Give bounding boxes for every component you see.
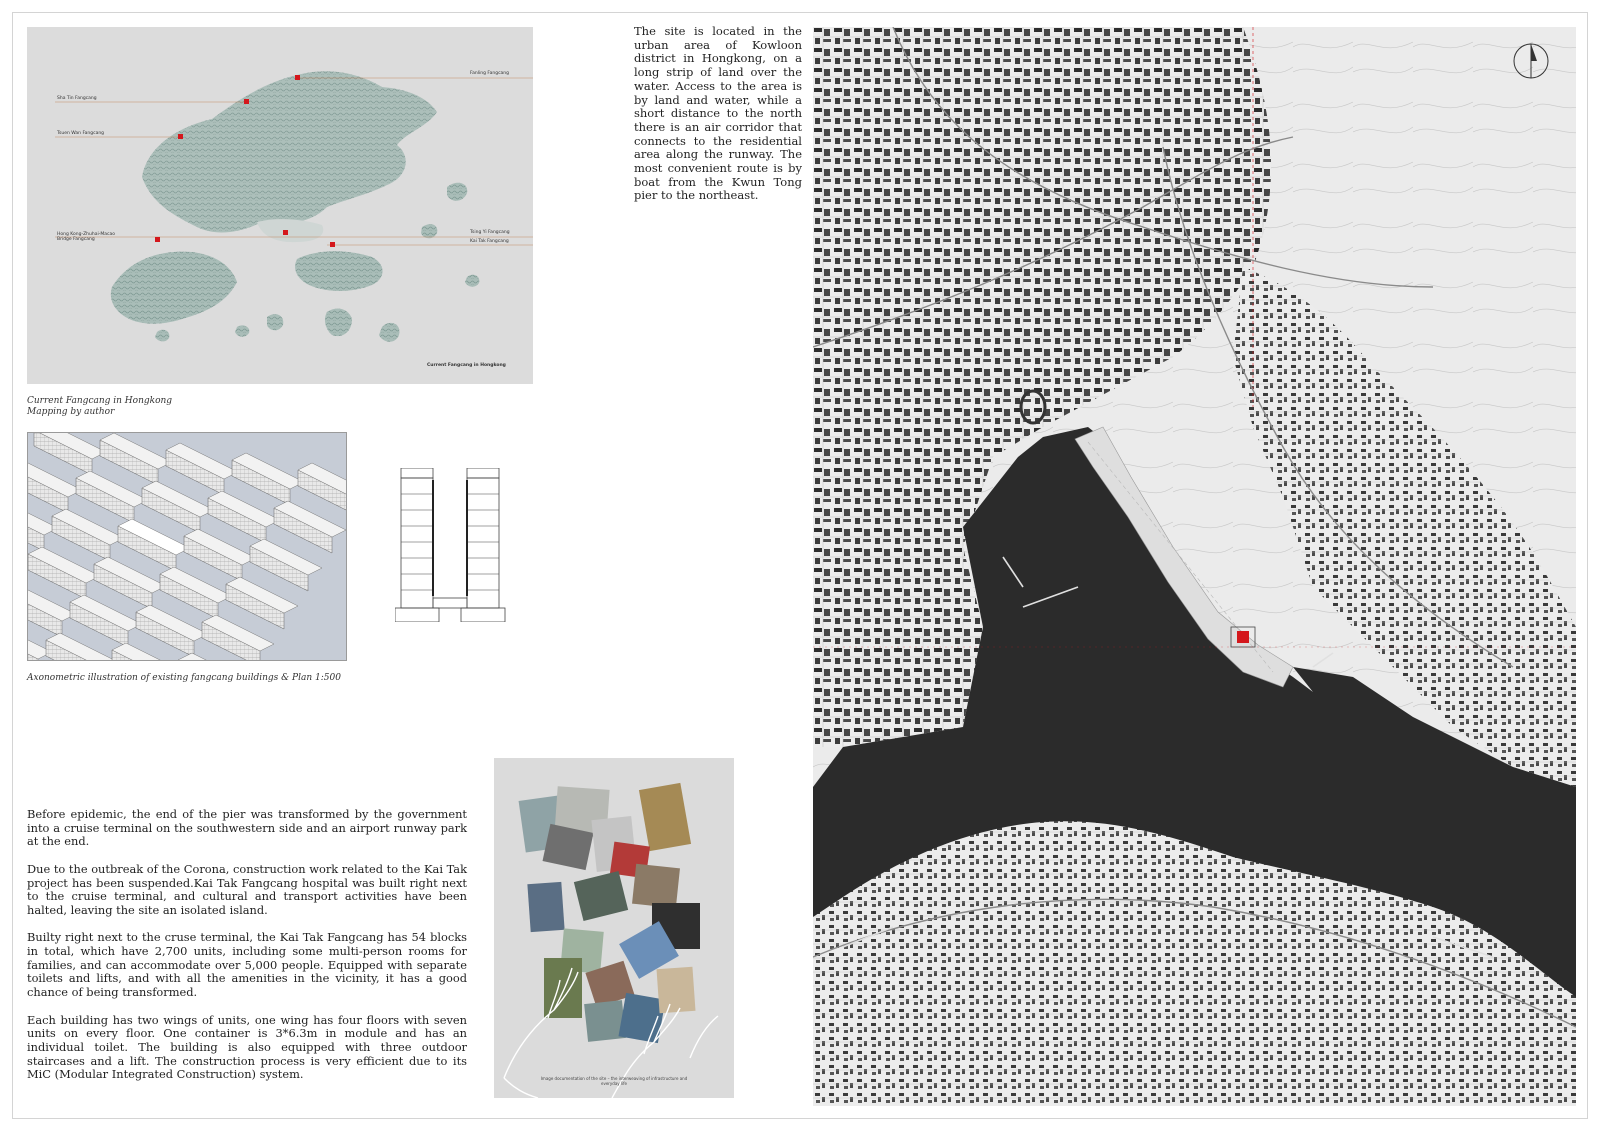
axo-building bbox=[298, 463, 347, 515]
hongkong-fangcang-map bbox=[27, 27, 533, 384]
paragraph-units: Each building has two wings of units, one wing has four floors with seven units on every floor. One container is 3*6.3m in module and has an individual toilet. The building is also equipped with three outdoor staircases and a lift. The construction process is very efficient due to its MiC (Modular Integrated Construction) system. bbox=[27, 1012, 467, 1082]
axo-building bbox=[76, 471, 148, 523]
floor-plan-drawing bbox=[395, 468, 510, 622]
axo-building bbox=[166, 443, 238, 495]
axo-building bbox=[34, 433, 106, 475]
label-sha-tin: Sha Tin Fangcang bbox=[57, 96, 97, 101]
axo-building bbox=[274, 501, 346, 553]
paragraph-blocks: Builty right next to the cruse terminal, the Kai Tak Fangcang has 54 blocks in total, which have 2,700 units, including some multi-person rooms for families, and can accommodate over 5,000 people. Equipped with separate toilets and lifts, and with all the amenities in the vicinity, it has a good chance of being transformed. bbox=[27, 930, 467, 1000]
axo-building bbox=[160, 567, 232, 619]
map-caption-line1: Current Fangcang in Hongkong bbox=[27, 396, 173, 406]
collage-drawing bbox=[494, 758, 734, 1098]
label-tsing-yi: Tsing Yi Fangcang bbox=[470, 230, 510, 235]
axo-building bbox=[28, 585, 76, 637]
axo-building bbox=[250, 539, 322, 591]
collage-photos bbox=[519, 783, 700, 1043]
map-caption-line2: Mapping by author bbox=[27, 407, 115, 418]
label-kai-tak: Kai Tak Fangcang bbox=[470, 239, 509, 244]
axonometric-illustration bbox=[27, 432, 347, 661]
map-caption bbox=[27, 396, 172, 419]
axo-building bbox=[46, 633, 118, 661]
axo-building bbox=[142, 481, 214, 533]
photo-collage bbox=[494, 758, 734, 1098]
axo-building bbox=[28, 461, 82, 513]
axo-building bbox=[28, 547, 100, 599]
label-tsuen-wan: Tsuen Wan Fangcang bbox=[57, 131, 105, 136]
site-map-drawing bbox=[813, 27, 1576, 1106]
paragraph-pier: Before epidemic, the end of the pier was transformed by the government into a cruise terminal on the southwestern side and an airport runway park at the end. bbox=[27, 807, 467, 849]
axo-building bbox=[136, 605, 208, 657]
body-text bbox=[27, 808, 467, 1096]
axo-building bbox=[118, 519, 190, 571]
label-fanling: Fanling Fangcang bbox=[470, 71, 510, 76]
axo-building bbox=[100, 433, 172, 485]
axo-building bbox=[94, 557, 166, 609]
axo-building bbox=[202, 615, 274, 661]
hongkong-terrain-drawing bbox=[27, 27, 533, 384]
axo-building bbox=[52, 509, 124, 561]
kai-tak-site-map bbox=[813, 27, 1576, 1106]
axo-building bbox=[208, 491, 280, 543]
axo-building bbox=[226, 577, 298, 629]
axo-building bbox=[232, 453, 304, 505]
paragraph-corona: Due to the outbreak of the Corona, construction work related to the Kai Tak project has been suspended.Kai Tak Fangcang hospital was built right next to the cruise terminal, and cultural and transport activities have been halted, leaving the site an isolated island. bbox=[27, 861, 467, 917]
map-title: Current Fangcang in Hongkong bbox=[427, 363, 506, 368]
axonometric-drawing bbox=[28, 433, 347, 661]
axo-caption: Axonometric illustration of existing fangcang buildings & Plan 1:500 bbox=[27, 673, 341, 683]
axo-building bbox=[70, 595, 142, 647]
collage-caption: Image documentation of the site – the interweaving of infrastructure and everyday life bbox=[540, 1075, 688, 1086]
label-bridge: Hong Kong-Zhuhai-Macao Bridge Fangcang bbox=[57, 232, 115, 242]
axo-building bbox=[184, 529, 256, 581]
site-description: The site is located in the urban area of Kowloon district in Hongkong, on a long strip of land over the water. Access to the area is by land and water, while a short distance to the north there is an air corridor that connects to the residential area along the runway. The most convenient route is by boat from the Kwun Tong pier to the northeast. bbox=[634, 24, 802, 203]
